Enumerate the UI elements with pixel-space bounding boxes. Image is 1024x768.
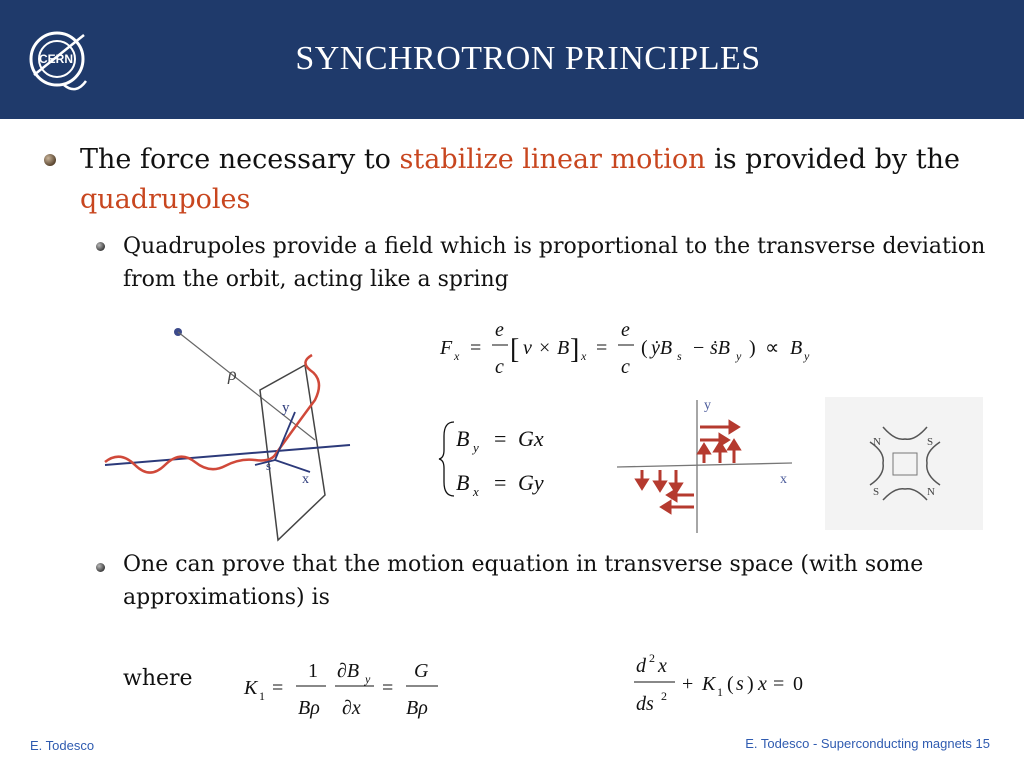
svg-text:B: B xyxy=(456,470,470,495)
svg-text:x: x xyxy=(758,673,767,695)
label-x: x xyxy=(780,472,787,487)
sub-bullet-icon xyxy=(96,242,105,251)
svg-text:y: y xyxy=(736,349,742,363)
svg-text:s: s xyxy=(677,349,682,363)
trajectory-sketch xyxy=(100,320,360,545)
slide-title: SYNCHROTRON PRINCIPLES xyxy=(295,40,761,77)
footer-author: E. Todesco xyxy=(30,738,95,753)
force-equation xyxy=(438,318,838,382)
svg-text:ẏB: ẏB xyxy=(651,337,673,359)
svg-text:=: = xyxy=(470,337,482,359)
axis-x xyxy=(275,460,310,472)
svg-text:G: G xyxy=(414,660,429,682)
pole-s1: S xyxy=(927,436,934,448)
svg-text:c: c xyxy=(495,356,504,378)
label-s: s xyxy=(266,458,272,473)
svg-text:d: d xyxy=(636,655,646,677)
where-label: where xyxy=(123,666,193,691)
svg-text:x: x xyxy=(454,349,460,363)
svg-text:s: s xyxy=(736,673,744,695)
svg-text:Gy: Gy xyxy=(518,470,544,495)
orbit-line xyxy=(105,445,350,465)
svg-text:K: K xyxy=(244,677,258,699)
quadrupole-sketch xyxy=(825,397,983,530)
svg-text:=: = xyxy=(494,470,507,495)
svg-text:=: = xyxy=(272,677,284,699)
svg-text:x: x xyxy=(658,655,667,677)
svg-text:e: e xyxy=(621,319,630,341)
label-rho: ρ xyxy=(228,364,237,384)
rho-line xyxy=(178,332,315,440)
svg-text:): ) xyxy=(747,673,754,695)
svg-text:ds: ds xyxy=(636,693,654,715)
svg-text:y: y xyxy=(365,672,371,686)
svg-text:(: ( xyxy=(641,337,648,359)
svg-text:ṡB: ṡB xyxy=(710,337,730,359)
svg-text:): ) xyxy=(749,337,756,359)
pole-n2: N xyxy=(927,486,935,498)
bullet-1 xyxy=(80,140,1000,220)
svg-text:(: ( xyxy=(727,673,734,695)
svg-text:B: B xyxy=(456,426,470,451)
svg-text:Bρ: Bρ xyxy=(406,697,428,719)
footer-slide-info: E. Todesco - Superconducting magnets 15 xyxy=(745,736,990,751)
svg-text:+: + xyxy=(682,673,694,695)
pole-n1: N xyxy=(873,436,881,448)
bullet-1-text-a: The force necessary to xyxy=(80,144,400,175)
bullet-1-text-b: is provided by the xyxy=(705,144,960,175)
svg-text:[: [ xyxy=(510,334,520,365)
pole-s2: S xyxy=(873,486,880,498)
label-x: x xyxy=(302,472,309,487)
svg-text:Gx: Gx xyxy=(518,426,544,451)
bullet-1-highlight-b: quadrupoles xyxy=(80,184,251,215)
svg-text:∂B: ∂B xyxy=(337,660,360,682)
bullet-icon xyxy=(44,154,56,166)
svg-text:B: B xyxy=(790,337,803,359)
svg-text:e: e xyxy=(495,319,504,341)
svg-text:×: × xyxy=(539,337,551,359)
svg-text:1: 1 xyxy=(308,660,318,682)
svg-text:1: 1 xyxy=(717,685,723,699)
motion-equation xyxy=(630,648,830,718)
label-y: y xyxy=(282,400,290,416)
svg-text:=: = xyxy=(382,677,394,699)
svg-text:2: 2 xyxy=(661,689,667,703)
k1-equation xyxy=(242,652,447,722)
svg-text:F: F xyxy=(440,337,453,359)
svg-text:x: x xyxy=(473,484,479,499)
svg-text:∝: ∝ xyxy=(765,337,780,359)
svg-text:c: c xyxy=(621,356,630,378)
svg-text:=: = xyxy=(494,426,507,451)
svg-text:v: v xyxy=(523,337,532,359)
bullet-1-highlight-a: stabilize linear motion xyxy=(399,144,706,175)
svg-text:K: K xyxy=(702,673,716,695)
svg-text:0: 0 xyxy=(793,673,803,695)
svg-text:x: x xyxy=(581,349,587,363)
axis-y xyxy=(275,412,295,460)
svg-text:1: 1 xyxy=(259,689,265,703)
horizontal-axis xyxy=(617,463,792,467)
svg-text:−: − xyxy=(693,337,705,359)
svg-text:=: = xyxy=(596,337,608,359)
svg-text:y: y xyxy=(473,440,479,455)
logo-text: CERN xyxy=(39,52,74,66)
label-y: y xyxy=(704,398,711,413)
field-arrows xyxy=(637,422,739,512)
svg-text:Bρ: Bρ xyxy=(298,697,320,719)
svg-text:=: = xyxy=(773,673,785,695)
svg-text:B: B xyxy=(557,337,570,359)
bullet-3: One can prove that the motion equation in transverse space (with some approximations) is xyxy=(123,552,924,610)
svg-text:∂x: ∂x xyxy=(342,697,361,719)
field-vector-sketch xyxy=(612,395,802,535)
svg-text:y: y xyxy=(804,349,810,363)
svg-text:2: 2 xyxy=(649,651,655,665)
sub-bullet-icon xyxy=(96,563,105,572)
bullet-2: Quadrupoles provide a field which is proportional to the transverse deviation from the orbit, acting like a spring xyxy=(123,234,986,292)
field-equations xyxy=(438,418,568,500)
slide-header xyxy=(0,0,1024,119)
svg-text:]: ] xyxy=(570,334,580,365)
